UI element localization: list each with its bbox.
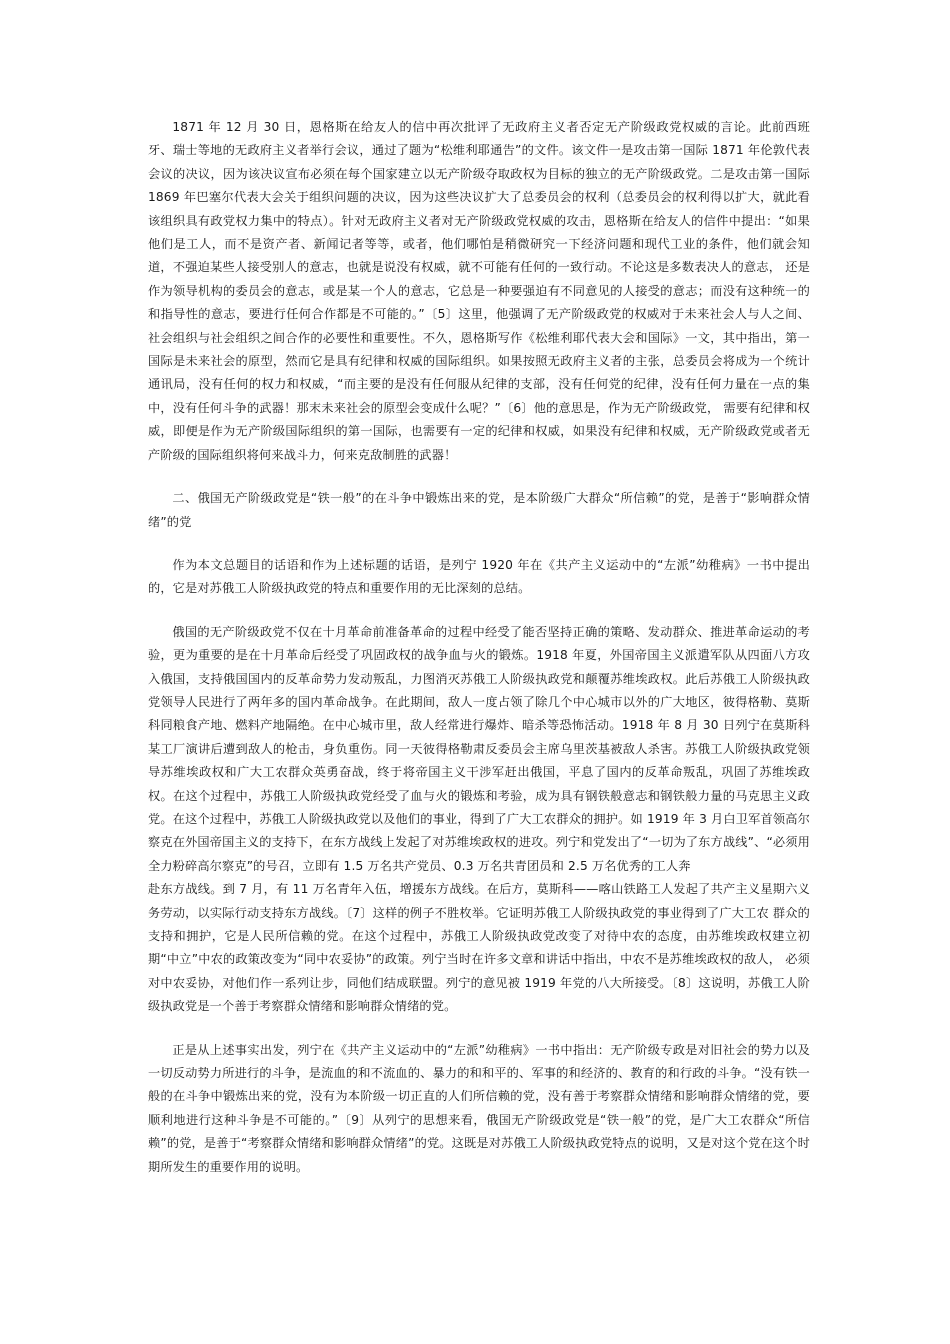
section-heading-two: 二、俄国无产阶级政党是“铁一般”的在斗争中锻炼出来的党，是本阶级广大群众“所信赖”的党，是善于“影响群众情绪”的党 xyxy=(148,491,810,529)
paragraph-title-source: 作为本文总题目的话语和作为上述标题的话语，是列宁 1920 年在《共产主义运动中的“左派”幼稚病》一书中提出的，它是对苏俄工人阶级执政党的特点和重要作用的无比深刻的总结。 xyxy=(148,557,810,596)
paragraph-lenin-conclusion: 正是从上述事实出发，列宁在《共产主义运动中的“左派”幼稚病》一书中指出：无产阶级专政是对旧社会的势力以及一切反动势力所进行的斗争，是流血的和不流血的、暴力的和和平的、军事的和经济的、教育的和行政的斗争。“没有铁一般的在斗争中锻炼出来的党，没有为本阶级一切正直的人们所信赖的党，没有善于考察群众情绪和影响群众情绪的党，要顺利地进行这种斗争是不可能的。”〔9〕从列宁的思想来看，俄国无产阶级政党是“铁一般”的党，是广大工农群众“所信赖”的党，是善于“考察群众情绪和影响群众情绪”的党。这既是对苏俄工人阶级执政党特点的说明，又是对这个党在这个时期所发生的重要作用的说明。 xyxy=(148,1042,810,1174)
paragraph-engels-authority: 1871 年 12 月 30 日，恩格斯在给友人的信中再次批评了无政府主义者否定无产阶级政党权威的言论。此前西班牙、瑞士等地的无政府主义者举行会议，通过了题为“松维利耶通告”的文件。该文件一是攻击第一国际 1871 年伦敦代表会议的决议，因为该决议宣布必须在每个国家建立以无产阶级夺取政权为目标的独立的无产阶级政党。二是攻击第一国际 1869 年巴塞尔代表大会关于组织问题的决议，因为这些决议扩大了总委员会的权利（总委员会的权利得以扩大，就此看该组织具有政党权力集中的特点）。针对无政府主义者对无产阶级政党权威的攻击，恩格斯在给友人的信件中提出：“如果他们是工人，而不是资产者、新闻记者等等，或者，他们哪怕是稍微研究一下经济问题和现代工业的条件，他们就会知道，不强迫某些人接受别人的意志，也就是说没有权威，就不可能有任何的一致行动。不论这是多数表决人的意志， 还是作为领导机构的委员会的意志，或是某一个人的意志，它总是一种要强迫有不同意见的人接受的意志；而没有这种统一的和指导性的意志，要进行任何合作都是不可能的。”〔5〕这里，他强调了无产阶级政党的权威对于未来社会人与人之间、社会组织与社会组织之间合作的必要性和重要性。不久，恩格斯写作《松维利耶代表大会和国际》一文，其中指出，第一国际是未来社会的原型，然而它是具有纪律和权威的国际组织。如果按照无政府主义者的主张，总委员会将成为一个统计通讯局，没有任何的权力和权威，“而主要的是没有任何服从纪律的支部，没有任何党的纪律，没有任何力量在一点的集中，没有任何斗争的武器！那末未来社会的原型会变成什么呢？”〔6〕他的意思是，作为无产阶级政党， 需要有纪律和权威，即便是作为无产阶级国际组织的第一国际，也需要有一定的纪律和权威，如果没有纪律和权威，无产阶级政党或者无产阶级的国际组织将何来战斗力，何来克敌制胜的武器！ xyxy=(148,120,810,462)
paragraph-civil-war: 俄国的无产阶级政党不仅在十月革命前准备革命的过程中经受了能否坚持正确的策略、发动群众、推进革命运动的考验，更为重要的是在十月革命后经受了巩固政权的战争血与火的锻炼。1918 年夏，外国帝国主义派遣军队从四面八方攻入俄国，支持俄国国内的反革命势力发动叛乱，力图消灭苏俄工人阶级执政党和颠覆苏维埃政权。此后苏俄工人阶级执政党领导人民进行了两年多的国内革命战争。在此期间，敌人一度占领了除几个中心城市以外的广大地区，彼得格勒、莫斯科同粮食产地、燃料产地隔绝。在中心城市里，敌人经常进行爆炸、暗杀等恐怖活动。1918 年 8 月 30 日列宁在莫斯科某工厂演讲后遭到敌人的枪击，身负重伤。同一天彼得格勒肃反委员会主席乌里茨基被敌人杀害。苏俄工人阶级执政党领导苏维埃政权和广大工农群众英勇奋战，终于将帝国主义干涉军赶出俄国，平息了国内的反革命叛乱，巩固了苏维埃政权。在这个过程中，苏俄工人阶级执政党经受了血与火的锻炼和考验，成为具有钢铁般意志和钢铁般力量的马克思主义政党。在这个过程中，苏俄工人阶级执政党以及他们的事业，得到了广大工农群众的拥护。如 1919 年 3 月白卫军首领高尔察克在外国帝国主义的支持下，在东方战线上发起了对苏维埃政权的进攻。列宁和党发出了“一切为了东方战线”、“必须用全力粉碎高尔察克”的号召，立即有 1.5 万名共产党员、0.3 万名共青团员和 2.5 万名优秀的工人奔 xyxy=(148,624,810,873)
paragraph-civil-war-continued: 赴东方战线。到 7 月，有 11 万名青年入伍，增援东方战线。在后方，莫斯科——喀山铁路工人发起了共产主义星期六义务劳动，以实际行动支持东方战线。〔7〕这样的例子不胜枚举。它证明苏俄工人阶级执政党的事业得到了广大工农 群众的支持和拥护，它是人民所信赖的党。在这个过程中，苏俄工人阶级执政党改变了对待中农的态度，由苏维埃政权建立初期“中立”中农的政策改变为“同中农妥协”的政策。列宁当时在许多文章和讲话中指出，中农不是苏维埃政权的敌人， 必须对中农妥协，对他们作一系列让步，同他们结成联盟。列宁的意见被 1919 年党的八大所接受。〔8〕这说明，苏俄工人阶级执政党是一个善于考察群众情绪和影响群众情绪的党。 xyxy=(148,882,810,1014)
document-body xyxy=(148,116,810,1199)
